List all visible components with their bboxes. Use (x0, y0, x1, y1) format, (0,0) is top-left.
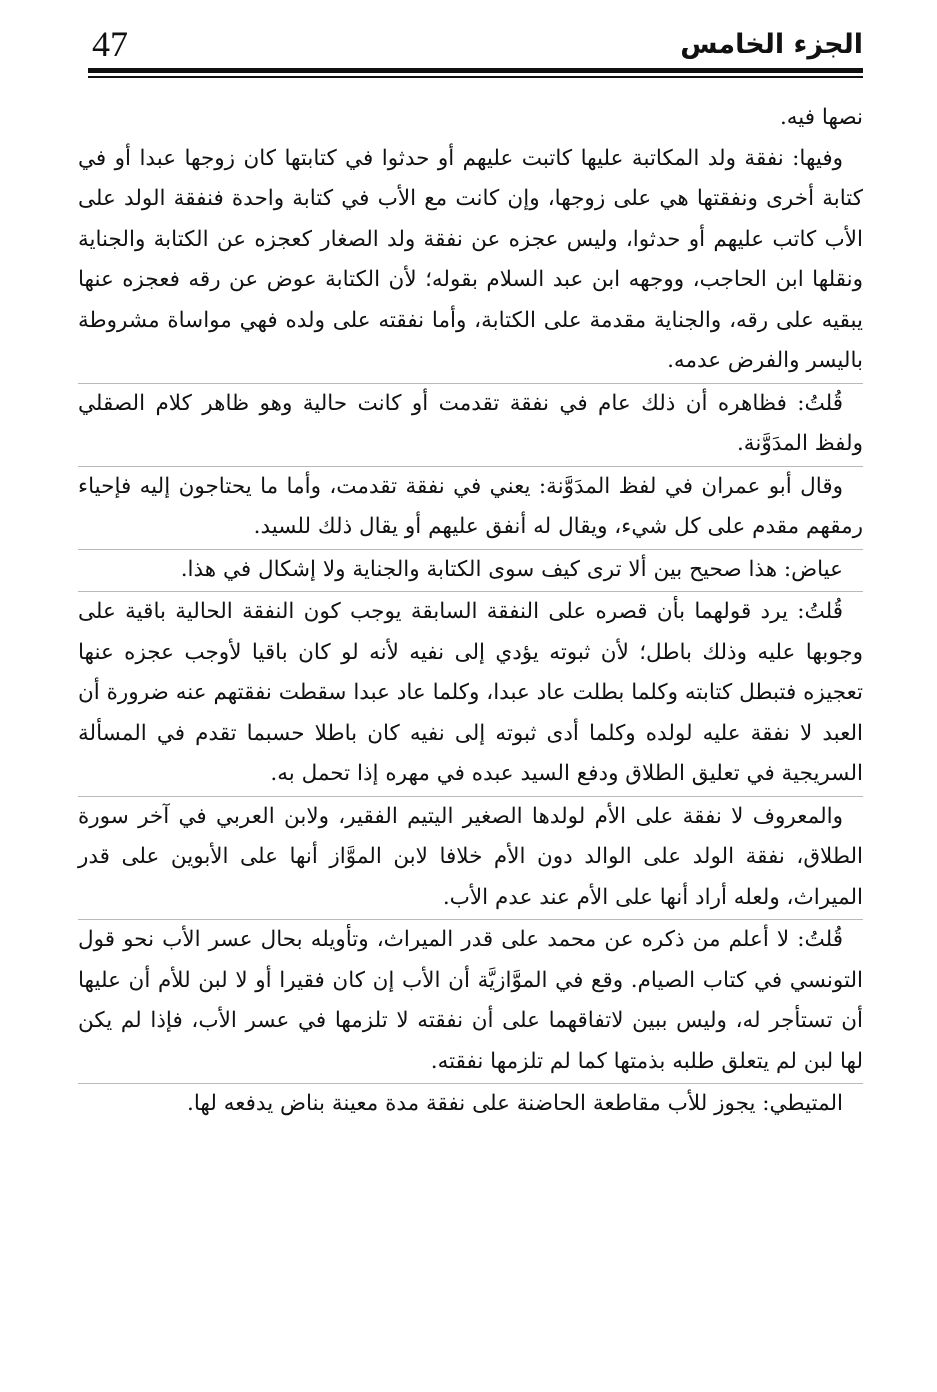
page-header (88, 22, 863, 66)
paragraph: قُلتُ: فظاهره أن ذلك عام في نفقة تقدمت أو كانت حالية وهو ظاهر كلام الصقلي ولفظ المدَوَّنة. (78, 390, 863, 456)
paragraph: وفيها: نفقة ولد المكاتبة عليها كاتبت عليهم أو حدثوا في كتابتها كان زوجها عبدا أو في كتابة أخرى ونفقتها هي على زوجها، وإن كانت مع الأب في كتابة واحدة فنفقة الولد على الأب كاتب عليهم أو حدثوا، وليس عجزه عن نفقة ولد الصغار كعجزه عن الكتابة والجناية ونقلها ابن الحاجب، ووجهه ابن عبد السلام بقوله؛ لأن الكتابة عوض عن رقه فعجزه عنها يبقيه على رقه، والجناية مقدمة على الكتابة، وأما نفقته على ولده فهي مواساة مشروطة باليسر والفرض عدمه. (78, 145, 863, 373)
header-rule-thin (88, 76, 863, 78)
paragraph: قُلتُ: يرد قولهما بأن قصره على النفقة السابقة يوجب كون النفقة الحالية باقية على وجوبها عليه وذلك باطل؛ لأن ثبوته يؤدي إلى نفيه لأنه لو كان باقيا لأوجب عجزه عنها تعجيزه فتبطل كتابته وكلما بطلت عاد عبدا، وكلما عاد عبدا سقطت نفقتهم عنه ضرورة أن العبد لا نفقة عليه لولده وكلما أدى ثبوته إلى نفيه كان باطلا حسبما تقدم في المسألة السريجية في تعليق الطلاق ودفع السيد عبده في مهره إذا تحمل به. (78, 599, 863, 786)
body-text (78, 98, 863, 1125)
page-number: 47 (92, 24, 128, 64)
paragraph: عياض: هذا صحيح بين ألا ترى كيف سوى الكتابة والجناية ولا إشكال في هذا. (180, 556, 843, 582)
header-rule-thick (88, 68, 863, 73)
paragraph: وقال أبو عمران في لفظ المدَوَّنة: يعني في نفقة تقدمت، وأما ما يحتاجون إليه فإحياء رمقهم مقدم على كل شيء، ويقال له أنفق عليهم أو يقال ذلك للسيد. (78, 473, 863, 539)
paragraph: والمعروف لا نفقة على الأم لولدها الصغير اليتيم الفقير، ولابن العربي في آخر سورة الطلاق، نفقة الولد على الوالد دون الأم خلافا لابن الموَّاز أنها على الأبوين على قدر الميراث، ولعله أراد أنها على الأم عند عدم الأب. (78, 803, 863, 910)
paragraph: المتيطي: يجوز للأب مقاطعة الحاضنة على نفقة مدة معينة بناض يدفعه لها. (187, 1091, 843, 1116)
running-title: الجزء الخامس (680, 29, 863, 60)
paragraph: نصها فيه. (779, 105, 863, 130)
paragraph: قُلتُ: لا أعلم من ذكره عن محمد على قدر الميراث، وتأويله بحال عسر الأب نحو قول التونسي في كتاب الصيام. وقع في الموَّازيَّة أن الأب إن كان فقيرا أو لا لبن للأم أن عليها أن تستأجر له، وليس ببين لاتفاقهما على أن نفقته لا تلزمها في عسر الأب، فإذا لم يكن لها لبن لم يتعلق طلبه بذمتها كما لم تلزمها نفقته. (78, 927, 863, 1074)
